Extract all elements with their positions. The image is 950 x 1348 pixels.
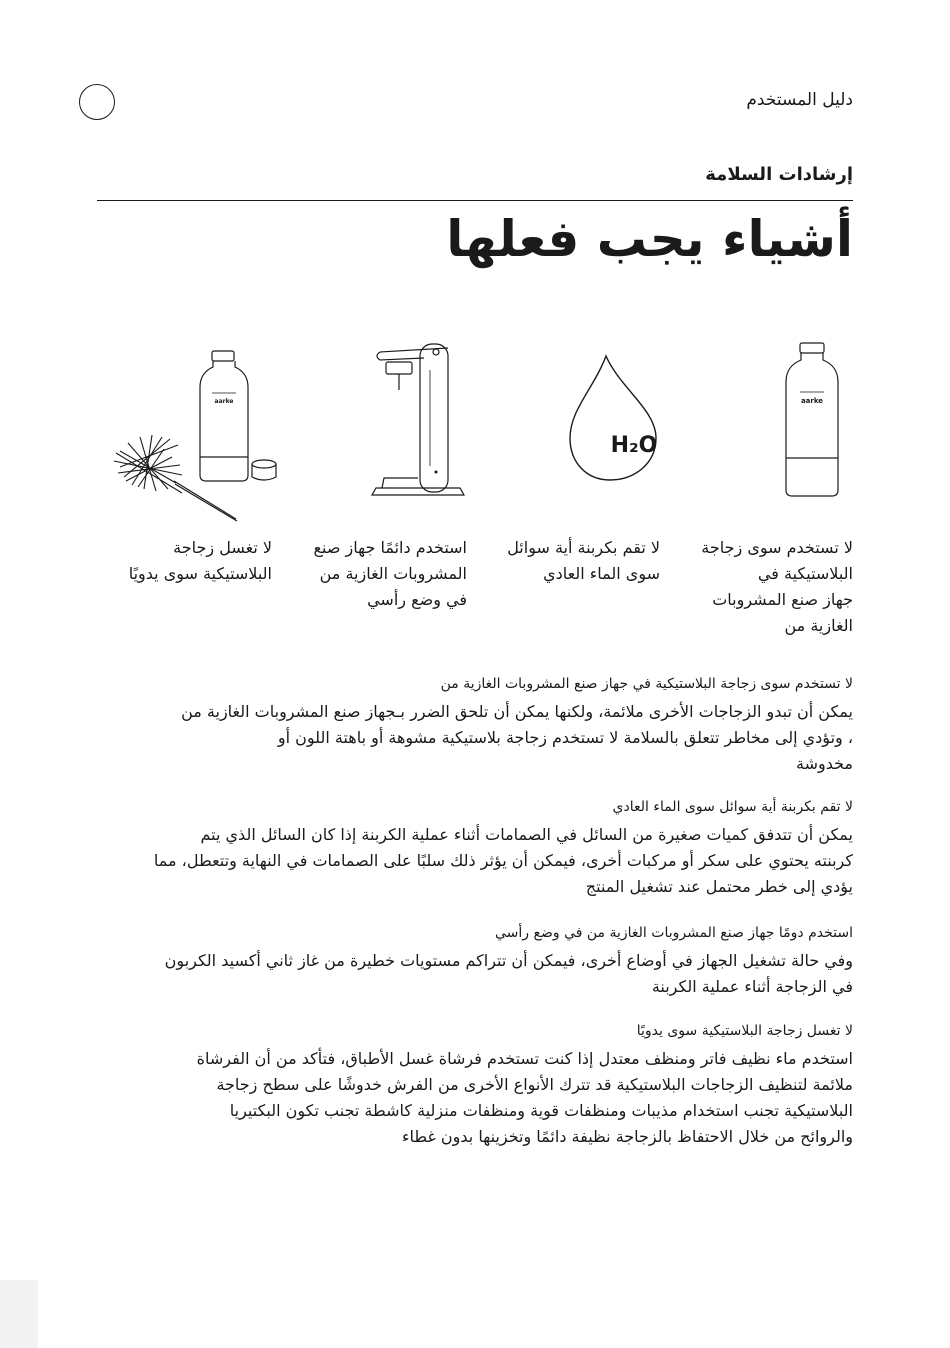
block-heading: لا تقم بكربنة أية سوائل سوى الماء العادي (612, 799, 853, 815)
page-title: أشياء يجب فعلها (446, 210, 853, 268)
illustration-caption: لا تغسل زجاجة البلاستيكية سوى يدويًا (128, 538, 272, 583)
safety-block (93, 673, 853, 777)
carbonator-icon (368, 340, 468, 500)
water-drop-icon (564, 352, 664, 484)
bottle-brand-label: aarke (214, 398, 234, 405)
illustration-caption: لا تقم بكربنة أية سوائل سوى الماء العادي (507, 538, 660, 583)
block-body: وفي حالة تشغيل الجهاز في أوضاع أخرى، فيمكن أن تتراكم مستويات خطيرة من غاز ثاني أكسيد الكربون في الزجاجة أثناء عملية الكربنة (164, 951, 853, 996)
document-title: دليل المستخدم (746, 90, 853, 110)
page-number-circle (79, 84, 115, 120)
h2o-label: H₂O (610, 433, 658, 458)
block-heading: استخدم دومًا جهاز صنع المشروبات الغازية من في وضع رأسي (495, 925, 853, 941)
block-body: يمكن أن تتدفق كميات صغيرة من السائل في الصمامات أثناء عملية الكربنة إذا كان السائل الذي يتم كربنته يحتوي على سكر أو مركبات أخرى، فيمكن أن يؤثر ذلك سلبًا على الصمامات في النهاية وتتعطل، مما يؤدي إلى خطر محتمل عند تشغيل المنتج (153, 825, 853, 896)
plastic-bottle-icon (780, 340, 844, 500)
block-heading: لا تستخدم سوى زجاجة البلاستيكية في جهاز صنع المشروبات الغازية من (440, 676, 853, 692)
illustration-caption: استخدم دائمًا جهاز صنع المشروبات الغازية من في وضع رأسي (313, 538, 467, 609)
section-title: إرشادات السلامة (705, 164, 853, 185)
safety-block (93, 922, 853, 1000)
block-body: استخدم ماء نظيف فاتر ومنظف معتدل إذا كنت تستخدم فرشاة غسل الأطباق، فتأكد من أن الفرشاة ملائمة لتنظيف الزجاجات البلاستيكية قد تترك الأنواع الأخرى من الفرش خدوشًا على سطح زجاجة البلاستيكية تجنب استخدام مذيبات ومنظفات قوية ومنظفات منزلية كاشطة تجنب تكون البكتيريا والروائح من خلال الاحتفاظ بالزجاجة نظيفة دائمًا وتخزينها بدون غطاء (196, 1049, 853, 1146)
bottle-brand-label: aarke (800, 397, 824, 405)
illustration-caption: لا تستخدم سوى زجاجة البلاستيكية في جهاز صنع المشروبات الغازية من (701, 538, 853, 635)
block-heading: لا تغسل زجاجة البلاستيكية سوى يدويًا (636, 1023, 853, 1039)
safety-block (93, 1020, 853, 1150)
page-corner-tab (0, 1280, 38, 1348)
bottle-brush-icon (112, 345, 282, 525)
divider (97, 200, 853, 201)
block-body: يمكن أن تبدو الزجاجات الأخرى ملائمة، ولكنها يمكن أن تلحق الضرر بـجهاز صنع المشروبات الغازية من ، وتؤدي إلى مخاطر تتعلق بالسلامة لا تستخدم زجاجة بلاستيكية مشوهة أو باهتة اللون أو مخدوشة (181, 702, 853, 773)
safety-block (93, 796, 853, 900)
